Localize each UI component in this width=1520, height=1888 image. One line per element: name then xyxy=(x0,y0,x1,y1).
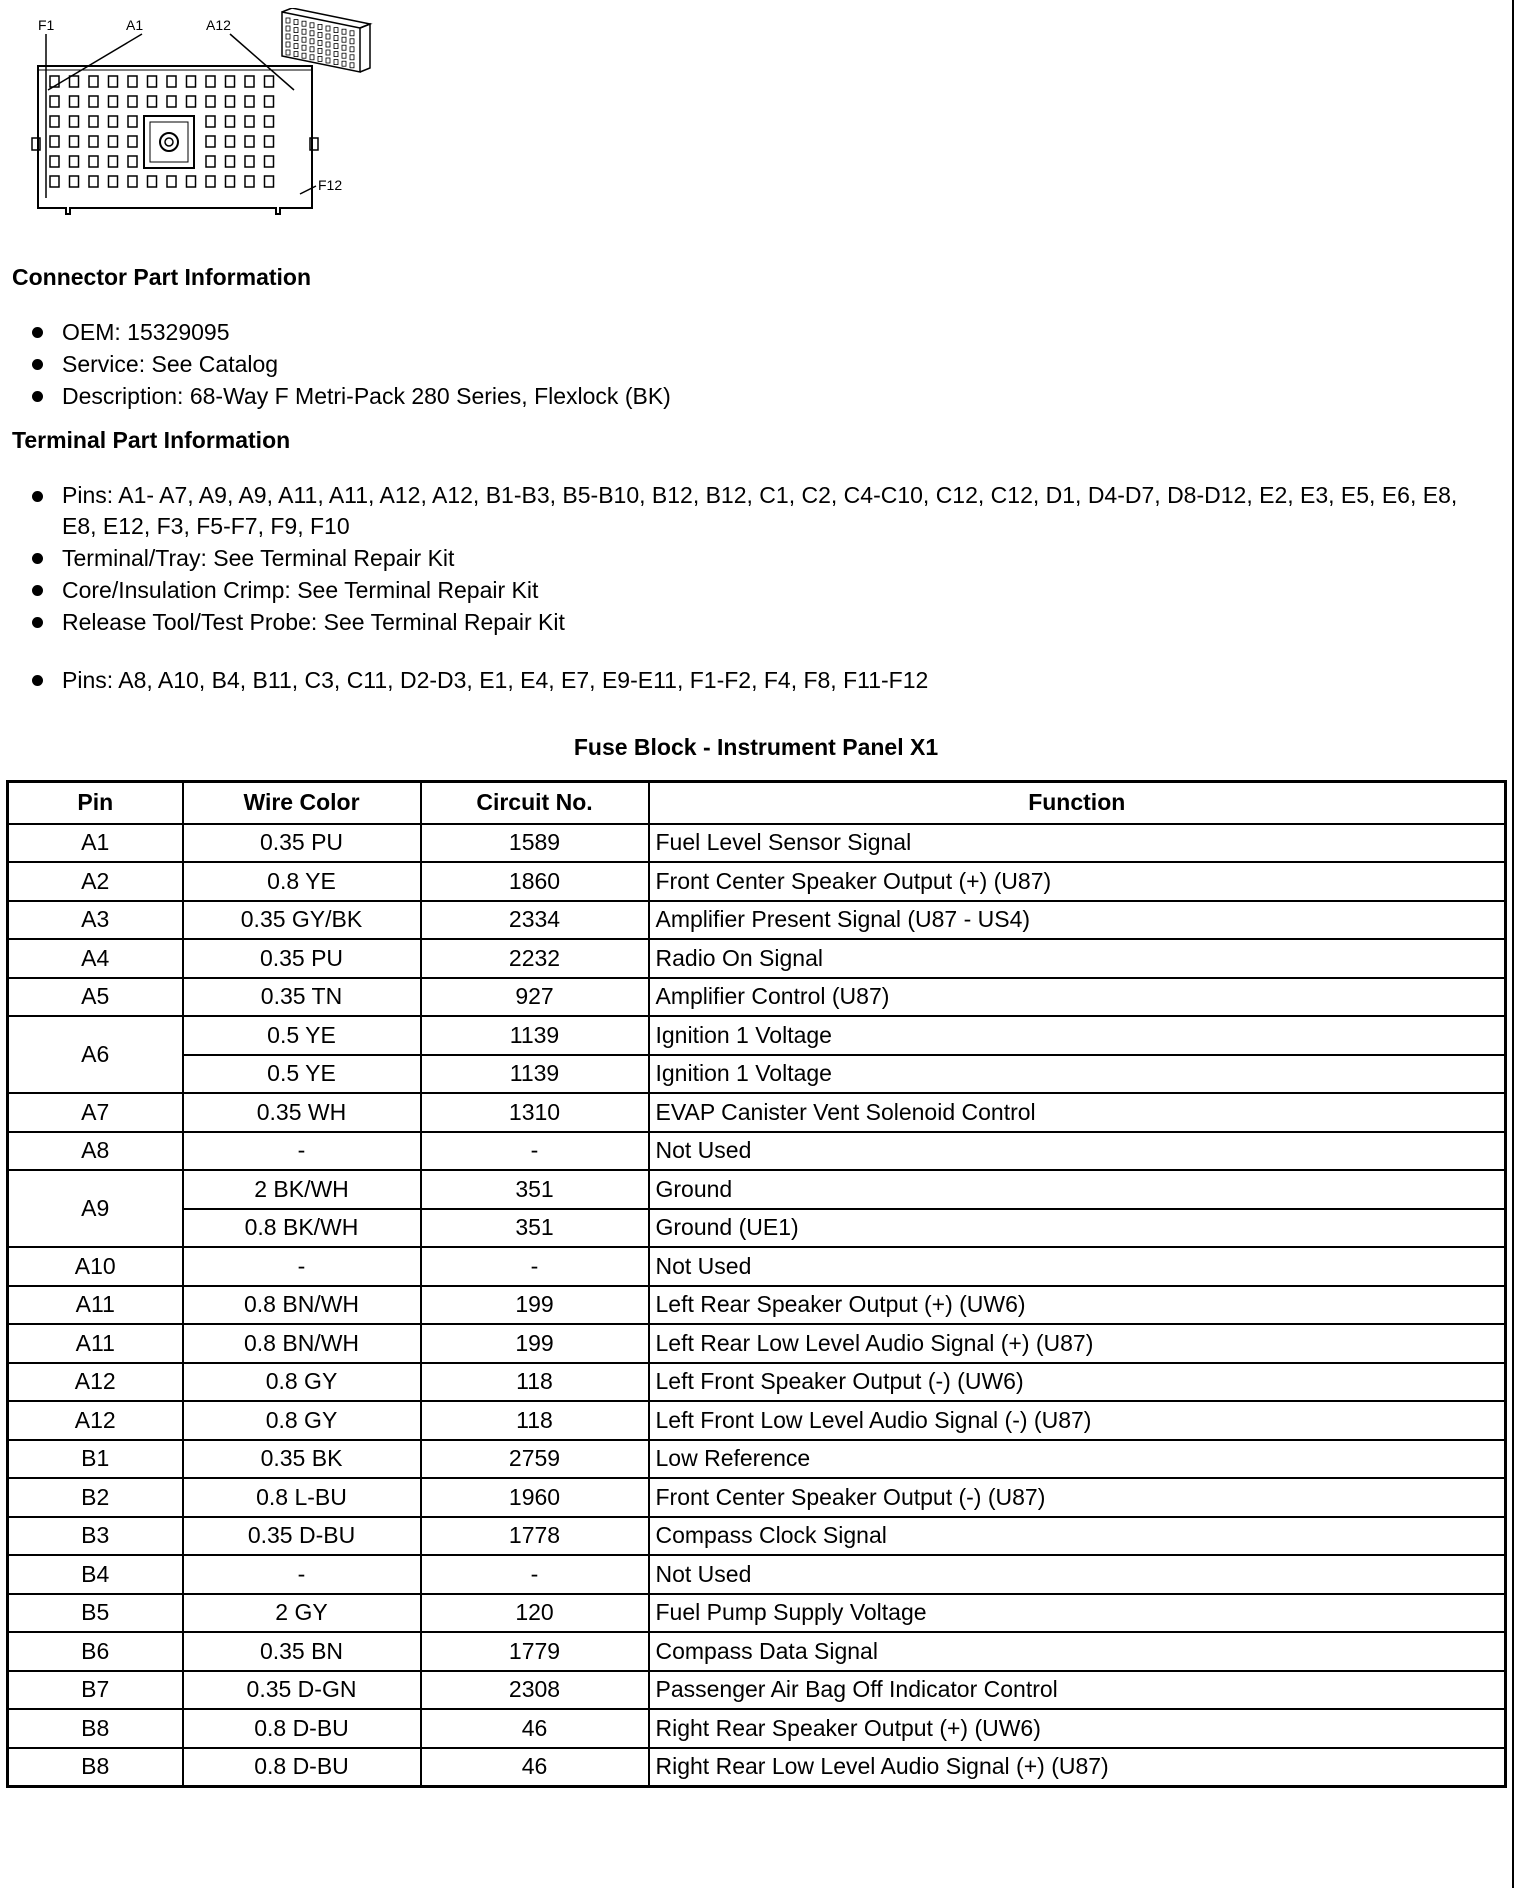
connector-cavity xyxy=(206,76,215,87)
cell-function: Compass Data Signal xyxy=(649,1632,1506,1671)
cell-function: Front Center Speaker Output (+) (U87) xyxy=(649,862,1506,901)
cell-wire-color: 2 GY xyxy=(183,1594,421,1633)
pin-table xyxy=(6,780,1507,1788)
connector-cavity xyxy=(148,96,157,107)
cell-pin: A11 xyxy=(8,1286,183,1325)
connector-cavity xyxy=(128,76,137,87)
cell-circuit-no: 46 xyxy=(421,1709,649,1748)
cell-pin: A9 xyxy=(8,1170,183,1247)
header-wire-color: Wire Color xyxy=(183,782,421,824)
cell-circuit-no: 120 xyxy=(421,1594,649,1633)
connector-cavity xyxy=(70,136,79,147)
cell-pin: A5 xyxy=(8,978,183,1017)
connector-cavity xyxy=(226,156,235,167)
connector-cavity xyxy=(167,176,176,187)
cell-wire-color: 0.8 BN/WH xyxy=(183,1286,421,1325)
table-row xyxy=(8,1093,1506,1132)
list-item: Pins: A8, A10, B4, B11, C3, C11, D2-D3, E1, E4, E7, E9-E11, F1-F2, F4, F8, F11-F12 xyxy=(30,664,928,696)
connector-cavity xyxy=(187,96,196,107)
terminal-part-list xyxy=(30,480,1482,638)
cell-wire-color: 0.8 L-BU xyxy=(183,1478,421,1517)
table-row xyxy=(8,1440,1506,1479)
header-pin: Pin xyxy=(8,782,183,824)
cell-pin: A12 xyxy=(8,1363,183,1402)
connector-cavity xyxy=(128,136,137,147)
connector-cavity xyxy=(70,96,79,107)
connector-cavity xyxy=(187,176,196,187)
connector-cavity xyxy=(206,116,215,127)
cell-circuit-no: 2759 xyxy=(421,1440,649,1479)
table-row xyxy=(8,1209,1506,1248)
list-item: OEM: 15329095 xyxy=(30,316,671,348)
cell-circuit-no: 351 xyxy=(421,1170,649,1209)
label-f12: F12 xyxy=(318,177,343,193)
cell-function: Right Rear Speaker Output (+) (UW6) xyxy=(649,1709,1506,1748)
connector-thumbnail xyxy=(282,8,370,72)
table-row xyxy=(8,1055,1506,1094)
connector-cavity xyxy=(226,176,235,187)
cell-wire-color: 0.35 D-BU xyxy=(183,1517,421,1556)
connector-cavity xyxy=(70,76,79,87)
connector-cavity xyxy=(89,176,98,187)
cell-pin: A3 xyxy=(8,901,183,940)
cell-circuit-no: 1589 xyxy=(421,824,649,863)
connector-cavity xyxy=(70,156,79,167)
cell-wire-color: 0.8 YE xyxy=(183,862,421,901)
label-a1: A1 xyxy=(126,17,144,33)
cell-circuit-no: 1860 xyxy=(421,862,649,901)
list-item: Service: See Catalog xyxy=(30,348,671,380)
cell-circuit-no: 199 xyxy=(421,1286,649,1325)
cell-wire-color: 0.8 D-BU xyxy=(183,1748,421,1787)
table-row xyxy=(8,862,1506,901)
table-row xyxy=(8,1517,1506,1556)
cell-wire-color: 0.8 BN/WH xyxy=(183,1324,421,1363)
connector-cavity xyxy=(206,156,215,167)
table-row xyxy=(8,1555,1506,1594)
connector-cavity xyxy=(109,96,118,107)
cell-function: Left Rear Low Level Audio Signal (+) (U87) xyxy=(649,1324,1506,1363)
table-row xyxy=(8,1247,1506,1286)
connector-cavity xyxy=(167,76,176,87)
cell-pin: B1 xyxy=(8,1440,183,1479)
cell-wire-color: 0.35 TN xyxy=(183,978,421,1017)
table-row xyxy=(8,978,1506,1017)
connector-cavity xyxy=(187,76,196,87)
cell-circuit-no: 1778 xyxy=(421,1517,649,1556)
connector-cavity xyxy=(206,136,215,147)
connector-cavity xyxy=(206,96,215,107)
cell-function: Right Rear Low Level Audio Signal (+) (U87) xyxy=(649,1748,1506,1787)
list-item xyxy=(30,480,1482,542)
page-border xyxy=(1512,0,1514,1888)
connector-cavity xyxy=(50,156,59,167)
terminal-part-list-2 xyxy=(30,664,928,696)
cell-function: Ground (UE1) xyxy=(649,1209,1506,1248)
cell-wire-color: 0.8 GY xyxy=(183,1401,421,1440)
cell-wire-color: 0.35 BK xyxy=(183,1440,421,1479)
connector-cavity xyxy=(265,96,274,107)
cell-circuit-no: 2232 xyxy=(421,939,649,978)
list-item: Description: 68-Way F Metri-Pack 280 Series, Flexlock (BK) xyxy=(30,380,671,412)
connector-cavity xyxy=(128,176,137,187)
connector-cavity xyxy=(128,116,137,127)
cell-function: Passenger Air Bag Off Indicator Control xyxy=(649,1671,1506,1710)
cell-pin: A12 xyxy=(8,1401,183,1440)
cell-circuit-no: - xyxy=(421,1132,649,1171)
cell-circuit-no: 1779 xyxy=(421,1632,649,1671)
cell-pin: B8 xyxy=(8,1709,183,1748)
cell-function: Ignition 1 Voltage xyxy=(649,1016,1506,1055)
table-row xyxy=(8,1748,1506,1787)
connector-diagram xyxy=(30,8,380,218)
table-row xyxy=(8,1286,1506,1325)
table-row xyxy=(8,1594,1506,1633)
pins-text: Pins: A1- A7, A9, A9, A11, A11, A12, A12, B1-B3, B5-B10, B12, B12, C1, C2, C4-C10, C12, C12, D1, D4-D7, D8-D12, E2, E3, E5, E6, E8, E8, E12, F3, F5-F7, F9, F10 xyxy=(62,482,1458,539)
cell-function: Not Used xyxy=(649,1555,1506,1594)
connector-cavity xyxy=(226,136,235,147)
cell-circuit-no: 199 xyxy=(421,1324,649,1363)
connector-cavity xyxy=(265,76,274,87)
cell-pin: A8 xyxy=(8,1132,183,1171)
header-function: Function xyxy=(649,782,1506,824)
cell-wire-color: 0.35 BN xyxy=(183,1632,421,1671)
cell-wire-color: - xyxy=(183,1132,421,1171)
connector-cavity xyxy=(50,176,59,187)
cell-wire-color: 2 BK/WH xyxy=(183,1170,421,1209)
cell-function: Fuel Pump Supply Voltage xyxy=(649,1594,1506,1633)
list-item: Terminal/Tray: See Terminal Repair Kit xyxy=(30,542,1482,574)
table-header-row xyxy=(8,782,1506,824)
cell-circuit-no: 927 xyxy=(421,978,649,1017)
cell-function: EVAP Canister Vent Solenoid Control xyxy=(649,1093,1506,1132)
connector-cavity xyxy=(128,96,137,107)
cell-wire-color: - xyxy=(183,1555,421,1594)
cell-wire-color: - xyxy=(183,1247,421,1286)
cell-wire-color: 0.35 PU xyxy=(183,824,421,863)
cell-pin: A2 xyxy=(8,862,183,901)
table-row xyxy=(8,901,1506,940)
cell-pin: B8 xyxy=(8,1748,183,1787)
cell-wire-color: 0.8 D-BU xyxy=(183,1709,421,1748)
connector-cavity xyxy=(245,96,254,107)
list-item: Core/Insulation Crimp: See Terminal Repair Kit xyxy=(30,574,1482,606)
table-row xyxy=(8,1363,1506,1402)
cell-circuit-no: 351 xyxy=(421,1209,649,1248)
connector-cavity xyxy=(245,76,254,87)
cell-circuit-no: 1960 xyxy=(421,1478,649,1517)
table-row xyxy=(8,939,1506,978)
connector-cavity xyxy=(245,136,254,147)
cell-pin: B7 xyxy=(8,1671,183,1710)
connector-cavity xyxy=(50,136,59,147)
table-row xyxy=(8,1324,1506,1363)
connector-cavity xyxy=(265,116,274,127)
connector-cavity xyxy=(89,156,98,167)
connector-cavity xyxy=(206,176,215,187)
cell-function: Not Used xyxy=(649,1247,1506,1286)
cell-function: Amplifier Control (U87) xyxy=(649,978,1506,1017)
connector-cavity xyxy=(226,76,235,87)
cell-circuit-no: 118 xyxy=(421,1401,649,1440)
connector-cavity xyxy=(167,96,176,107)
cell-wire-color: 0.5 YE xyxy=(183,1016,421,1055)
cell-function: Left Front Speaker Output (-) (UW6) xyxy=(649,1363,1506,1402)
connector-cavity xyxy=(109,136,118,147)
connector-cavity xyxy=(148,76,157,87)
connector-cavity xyxy=(89,136,98,147)
table-row xyxy=(8,1132,1506,1171)
cell-function: Left Rear Speaker Output (+) (UW6) xyxy=(649,1286,1506,1325)
cell-circuit-no: 1139 xyxy=(421,1016,649,1055)
connector-cavity xyxy=(50,96,59,107)
connector-cavity xyxy=(265,136,274,147)
cell-function: Ignition 1 Voltage xyxy=(649,1055,1506,1094)
connector-cavity xyxy=(265,156,274,167)
cell-function: Ground xyxy=(649,1170,1506,1209)
cell-function: Radio On Signal xyxy=(649,939,1506,978)
cell-function: Fuel Level Sensor Signal xyxy=(649,824,1506,863)
connector-cavity xyxy=(245,116,254,127)
connector-cavity xyxy=(148,176,157,187)
connector-cavity xyxy=(89,96,98,107)
cell-wire-color: 0.35 WH xyxy=(183,1093,421,1132)
connector-cavity xyxy=(245,156,254,167)
cell-function: Left Front Low Level Audio Signal (-) (U87) xyxy=(649,1401,1506,1440)
cell-function: Compass Clock Signal xyxy=(649,1517,1506,1556)
connector-cavity xyxy=(226,116,235,127)
cell-pin: B5 xyxy=(8,1594,183,1633)
cell-circuit-no: - xyxy=(421,1555,649,1594)
table-row xyxy=(8,1632,1506,1671)
label-f1: F1 xyxy=(38,17,55,33)
cell-function: Amplifier Present Signal (U87 - US4) xyxy=(649,901,1506,940)
connector-cavity xyxy=(89,116,98,127)
connector-part-title: Connector Part Information xyxy=(12,264,312,290)
cell-pin: A6 xyxy=(8,1016,183,1093)
cell-pin: B2 xyxy=(8,1478,183,1517)
table-row xyxy=(8,1671,1506,1710)
label-a12: A12 xyxy=(206,17,231,33)
cell-wire-color: 0.35 D-GN xyxy=(183,1671,421,1710)
connector-cavity xyxy=(89,76,98,87)
cell-wire-color: 0.35 GY/BK xyxy=(183,901,421,940)
connector-cavity xyxy=(109,116,118,127)
cell-function: Low Reference xyxy=(649,1440,1506,1479)
cell-pin: B6 xyxy=(8,1632,183,1671)
cell-circuit-no: 1310 xyxy=(421,1093,649,1132)
connector-cavity xyxy=(128,156,137,167)
cell-pin: A1 xyxy=(8,824,183,863)
connector-cavity xyxy=(50,116,59,127)
connector-cavity xyxy=(265,176,274,187)
table-row xyxy=(8,1170,1506,1209)
connector-cavity xyxy=(109,76,118,87)
table-row xyxy=(8,1709,1506,1748)
cell-circuit-no: 2334 xyxy=(421,901,649,940)
cell-pin: A7 xyxy=(8,1093,183,1132)
connector-cavity xyxy=(245,176,254,187)
cell-function: Front Center Speaker Output (-) (U87) xyxy=(649,1478,1506,1517)
table-row xyxy=(8,824,1506,863)
terminal-part-title: Terminal Part Information xyxy=(12,427,291,453)
connector-cavity xyxy=(226,96,235,107)
cell-pin: A10 xyxy=(8,1247,183,1286)
cell-wire-color: 0.8 GY xyxy=(183,1363,421,1402)
cell-wire-color: 0.35 PU xyxy=(183,939,421,978)
connector-cavity xyxy=(70,176,79,187)
cell-function: Not Used xyxy=(649,1132,1506,1171)
list-item: Release Tool/Test Probe: See Terminal Repair Kit xyxy=(30,606,1482,638)
connector-cavity xyxy=(109,156,118,167)
cell-circuit-no: 2308 xyxy=(421,1671,649,1710)
connector-cavity xyxy=(70,116,79,127)
header-circuit-no: Circuit No. xyxy=(421,782,649,824)
table-row xyxy=(8,1478,1506,1517)
cell-pin: A4 xyxy=(8,939,183,978)
cell-circuit-no: - xyxy=(421,1247,649,1286)
cell-pin: B4 xyxy=(8,1555,183,1594)
connector-cavity xyxy=(109,176,118,187)
table-row xyxy=(8,1401,1506,1440)
connector-part-list xyxy=(30,316,671,412)
cell-pin: A11 xyxy=(8,1324,183,1363)
cell-circuit-no: 46 xyxy=(421,1748,649,1787)
cell-pin: B3 xyxy=(8,1517,183,1556)
cell-wire-color: 0.5 YE xyxy=(183,1055,421,1094)
cell-circuit-no: 1139 xyxy=(421,1055,649,1094)
cell-circuit-no: 118 xyxy=(421,1363,649,1402)
table-title: Fuse Block - Instrument Panel X1 xyxy=(573,734,939,760)
table-row xyxy=(8,1016,1506,1055)
cell-wire-color: 0.8 BK/WH xyxy=(183,1209,421,1248)
